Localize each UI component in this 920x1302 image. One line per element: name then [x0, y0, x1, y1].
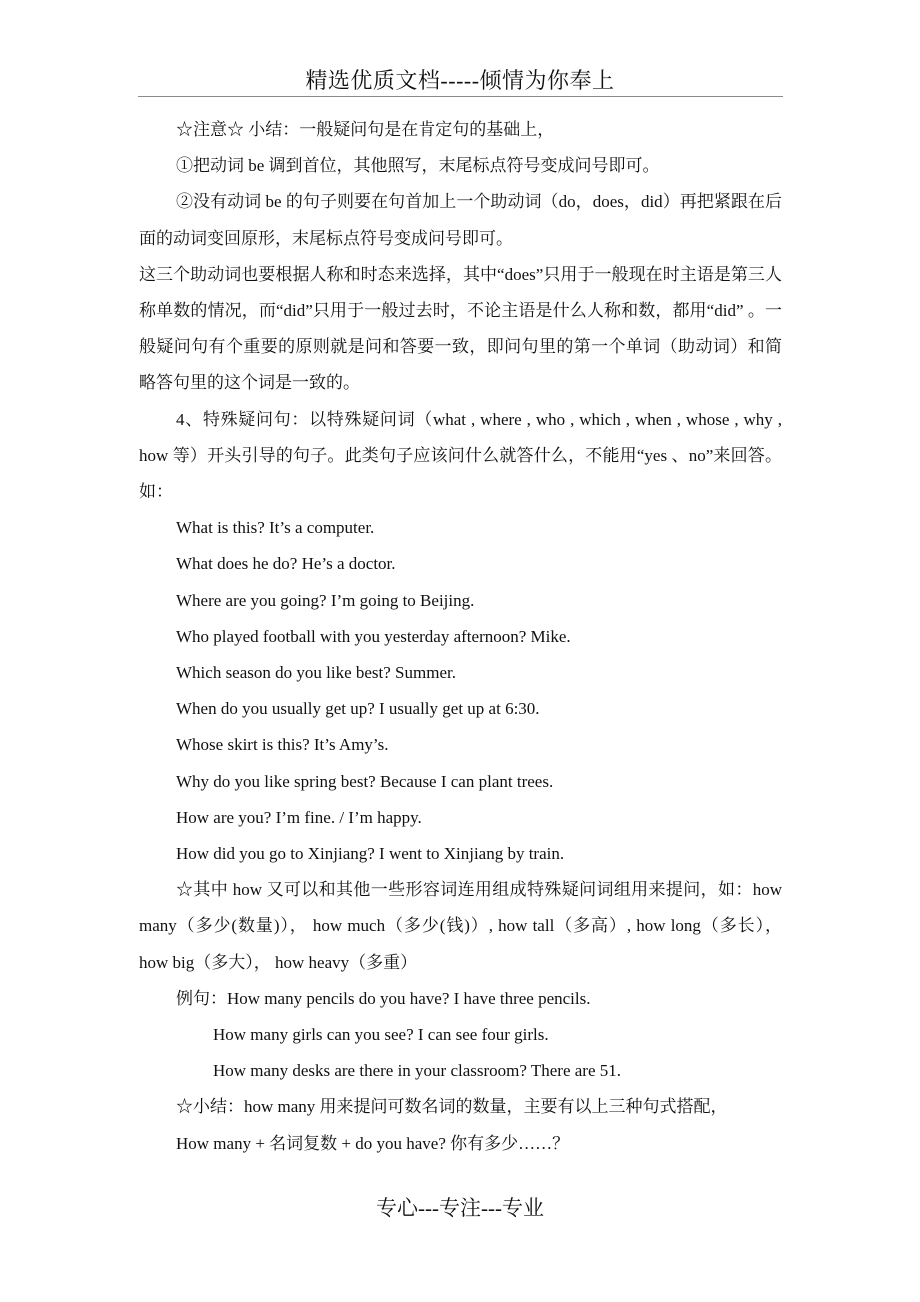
special-question-intro: 4、特殊疑问句：以特殊疑问词（what , where , who , which , when , whose , why , how 等）开头引导的句子。此类句子应该问什么就答什么，不能用“yes 、no”来回答。如： — [139, 409, 782, 502]
how-combination-note: ☆其中 how 又可以和其他一些形容词连用组成特殊疑问词组用来提问，如：how many（多少(数量)）， how much（多少(钱)）, how tall（多高）, how long（多长）， how big（多大）， how heavy（多重） — [139, 880, 782, 972]
pattern-line: How many + 名词复数 + do you have? 你有多少……？ — [176, 1133, 570, 1153]
example-sentence: How many desks are there in your classroom? There are 51. — [213, 1061, 622, 1081]
header-divider — [138, 96, 783, 97]
note-line: ☆注意☆ 小结：一般疑问句是在肯定句的基础上， — [176, 120, 555, 139]
example-line: When do you usually get up? I usually get up at 6:30. — [176, 699, 540, 719]
rule-2: ②没有动词 be 的句子则要在句首加上一个助动词（do，does，did）再把紧跟在后面的动词变回原形，末尾标点符号变成问号即可。 — [139, 192, 782, 248]
example-line: How did you go to Xinjiang? I went to Xinjiang by train. — [176, 844, 565, 864]
example-line: What does he do? He’s a doctor. — [176, 554, 396, 574]
example-line: What is this? It’s a computer. — [176, 518, 375, 538]
aux-explanation: 这三个助动词也要根据人称和时态来选择，其中“does”只用于一般现在时主语是第三人称单数的情况，而“did”只用于一般过去时，不论主语是什么人称和数，都用“did” 。一般疑问句有个重要的原则就是问和答要一致，即问句里的第一个单词（助动词）和简略答句里的这个词是一致的。 — [139, 264, 782, 393]
page-header-title: 精选优质文档-----倾情为你奉上 — [305, 68, 615, 93]
summary-line: ☆小结：how many 用来提问可数名词的数量，主要有以上三种句式搭配， — [176, 1097, 728, 1117]
example-line: Why do you like spring best? Because I can plant trees. — [176, 771, 554, 791]
rule-1: ①把动词 be 调到首位，其他照写，末尾标点符号变成问号即可。 — [176, 156, 660, 176]
example-line: Which season do you like best? Summer. — [176, 663, 456, 683]
example-line: Whose skirt is this? It’s Amy’s. — [176, 735, 389, 755]
example-sentence: How many girls can you see? I can see four girls. — [213, 1025, 549, 1045]
example-line: Who played football with you yesterday afternoon? Mike. — [176, 626, 571, 646]
document-body — [139, 112, 782, 1162]
example-sentence-first: 例句：How many pencils do you have? I have three pencils. — [176, 988, 591, 1008]
example-line: How are you? I’m fine. / I’m happy. — [176, 807, 422, 827]
example-line: Where are you going? I’m going to Beijing. — [176, 590, 475, 610]
page-footer: 专心---专注---专业 — [376, 1196, 544, 1220]
